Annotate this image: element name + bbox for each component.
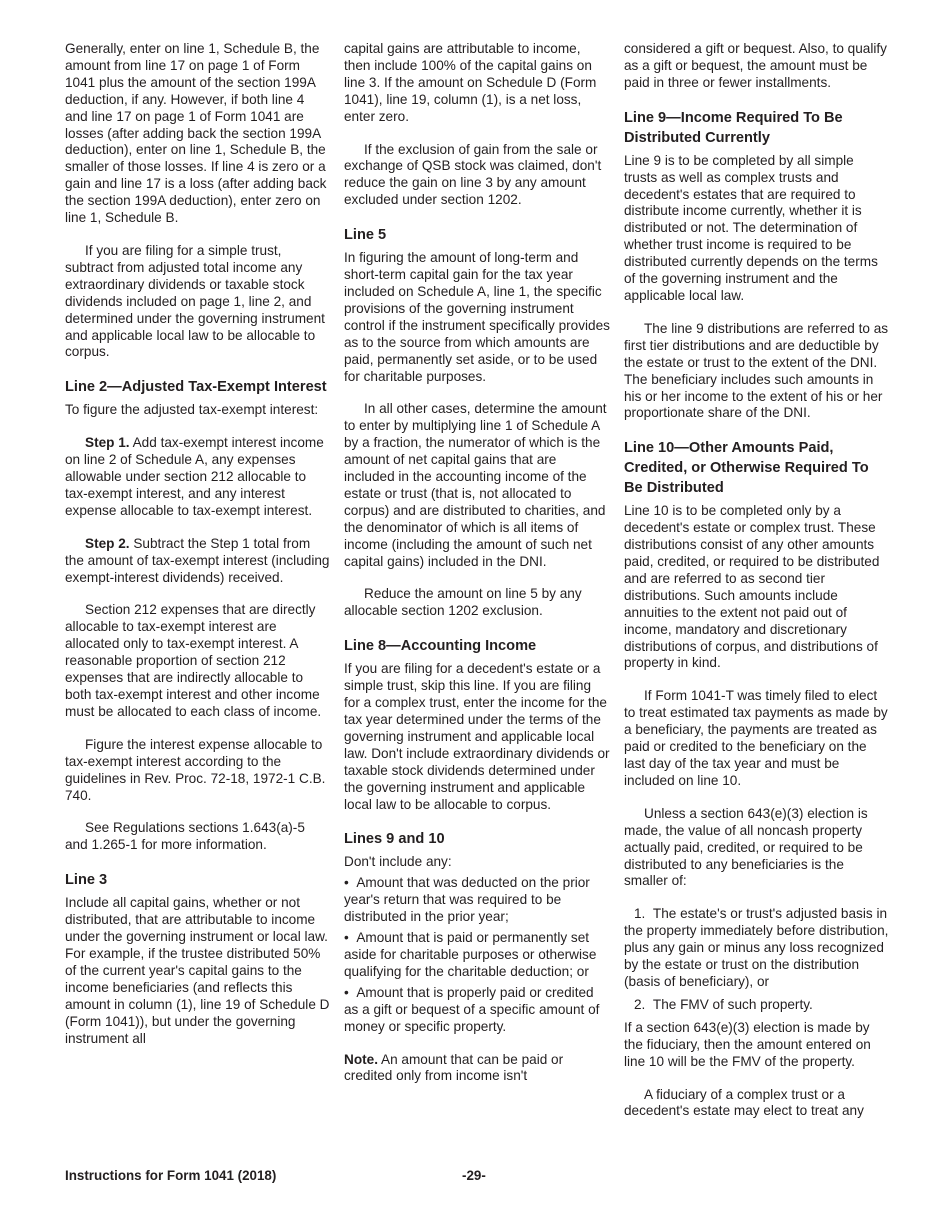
numbered-item: 1. The estate's or trust's adjusted basis in the property immediately before distribution, plus any gain or minus any loss recognized by the estate or trust on the distribution (basis of beneficiary), or [624, 906, 889, 989]
step-2-paragraph [65, 536, 330, 587]
numbered-item: 2. The FMV of such property. [634, 996, 813, 1012]
paragraph: Reduce the amount on line 5 by any allocable section 1202 exclusion. [344, 586, 582, 619]
paragraph: Include all capital gains, whether or not distributed, that are attributable to income under the governing instrument or local law. For example, if the trustee distributed 50% of the current year's capital gains to the income beneficiaries (and reflects this amount in column (1), line 19 of Schedule D (Form 1041)), but under the governing instrument all [65, 895, 330, 1046]
paragraph: To figure the adjusted tax-exempt interest: [65, 402, 319, 418]
heading-line-8: Line 8—Accounting Income [344, 638, 537, 655]
paragraph: Section 212 expenses that are directly allocable to tax-exempt interest are allocated only to tax-exempt interest. A reasonable proportion of section 212 expenses that are indirectly allocable to both tax-exempt interest and other income must be allocated to each class of income. [65, 602, 322, 719]
bullet-item: • Amount that is properly paid or credited as a gift or bequest of a specific amount of money or specific property. [344, 985, 610, 1036]
heading-line-5: Line 5 [344, 227, 387, 244]
note-label: Note. [344, 1051, 378, 1067]
paragraph: The line 9 distributions are referred to as first tier distributions and are deductible by the estate or trust to the extent of the DNI. The beneficiary includes such amounts in his or her income to the extent of his or her proportionate share of the DNI. [624, 320, 889, 421]
paragraph: See Regulations sections 1.643(a)-5 and 1.265-1 for more information. [65, 820, 305, 853]
step-1-paragraph [65, 435, 330, 520]
paragraph: A fiduciary of a complex trust or a decedent's estate may elect to treat any [624, 1086, 864, 1119]
step-1-text: Add tax-exempt interest income on line 2 of Schedule A, any expenses allowable under section 212 allocable to tax-exempt interest, and any interest expense allocable to tax-exempt interest. [65, 435, 324, 518]
heading-lines-9-10: Lines 9 and 10 [344, 831, 445, 848]
heading-line-9: Line 9—Income Required To Be Distributed Currently [624, 109, 843, 146]
paragraph: If a section 643(e)(3) election is made by the fiduciary, then the amount entered on line 10 will be the FMV of the property. [624, 1019, 871, 1069]
heading-line-3: Line 3 [65, 872, 108, 889]
paragraph: Figure the interest expense allocable to tax-exempt interest according to the guidelines in Rev. Proc. 72-18, 1972-1 C.B. 740. [65, 736, 326, 803]
paragraph: Line 10 is to be completed only by a decedent's estate or complex trust. These distributions consist of any other amounts paid, credited, or required to be distributed and are referred to as second tier distributions. Such amounts include annuities to the extent not paid out of income, mandatory and discretionary distributions of corpus, and distributions of property in kind. [624, 503, 880, 671]
bullet-item: • Amount that was deducted on the prior year's return that was required to be distributed in the prior year; [344, 875, 610, 926]
bullet-item: • Amount that is paid or permanently set aside for charitable purposes or otherwise qualifying for the charitable deduction; or [344, 930, 610, 981]
column-2 [344, 41, 610, 1101]
paragraph: Unless a section 643(e)(3) election is made, the value of all noncash property actually paid, credited, or required to be distributed to any beneficiaries is the smaller of: [624, 805, 868, 889]
heading-line-2: Line 2—Adjusted Tax-Exempt Interest [65, 379, 327, 396]
paragraph: If you are filing for a decedent's estate or a simple trust, skip this line. If you are filing for a complex trust, enter the income for the tax year determined under the terms of the governing instrument and applicable local law. Don't include extraordinary dividends or taxable stock dividends determined under the governing instrument and applicable local law to be allocable to corpus. [344, 661, 610, 812]
heading-line-10: Line 10—Other Amounts Paid, Credited, or Otherwise Required To Be Distributed [624, 440, 869, 497]
step-2-label: Step 2. [85, 535, 130, 551]
page-number: -29- [462, 1168, 486, 1183]
paragraph: Don't include any: [344, 854, 452, 870]
paragraph: Line 9 is to be completed by all simple trusts as well as complex trusts and decedent's estates that are required to distribute income currently, whether it is distributed or not. The determination of whether trust income is required to be distributed currently depends on the terms of the governing instrument and the applicable local law. [624, 152, 878, 303]
paragraph: If Form 1041-T was timely filed to elect to treat estimated tax payments as made by a beneficiary, the payments are treated as paid or credited to the beneficiary on the last day of the tax year and must be included on line 10. [624, 688, 888, 788]
paragraph: considered a gift or bequest. Also, to qualify as a gift or bequest, the amount must be paid in three or fewer installments. [624, 41, 887, 90]
paragraph: If you are filing for a simple trust, subtract from adjusted total income any extraordinary dividends or taxable stock dividends included on page 1, line 2, and determined under the governing instrument and applicable local law to be allocable to corpus. [65, 242, 325, 360]
paragraph: In figuring the amount of long-term and short-term capital gain for the tax year included on Schedule A, line 1, the specific provisions of the governing instrument control if the instrument specifically provides as to the source from which amounts are paid, permanently set aside, or to be used for charitable purposes. [344, 250, 610, 384]
paragraph: Generally, enter on line 1, Schedule B, the amount from line 17 on page 1 of Form 1041 plus the amount of the section 199A deduction, if any. However, if both line 4 and line 17 on page 1 of Form 1041 are losses (after adding back the section 199A deduction), enter on line 1, Schedule B, the smaller of those losses. If line 4 is zero or a gain and line 17 is a loss (after adding back the section 199A deduction), enter zero on line 1, Schedule B. [65, 41, 327, 226]
step-1-label: Step 1. [85, 435, 130, 451]
footer-form-title: Instructions for Form 1041 (2018) [65, 1168, 277, 1183]
column-3 [624, 41, 890, 1136]
note-paragraph [344, 1052, 610, 1086]
paragraph: In all other cases, determine the amount to enter by multiplying line 1 of Schedule A by a fraction, the numerator of which is the amount of net capital gains that are included in the accounting income of the estate or trust (that is, not allocated to corpus) and are distributed to charities, and the denominator of which is all items of income (including the amount of such net capital gains) included in the DNI. [344, 401, 607, 569]
step-2-text: Subtract the Step 1 total from the amount of tax-exempt interest (including exempt-interest dividends) received. [65, 535, 330, 585]
paragraph: capital gains are attributable to income, then include 100% of the capital gains on line 3. If the amount on Schedule D (Form 1041), line 19, column (1), is a net loss, enter zero. [344, 41, 597, 124]
note-text: An amount that can be paid or credited only from income isn't [344, 1051, 564, 1084]
column-1 [65, 41, 330, 1063]
paragraph: If the exclusion of gain from the sale or exchange of QSB stock was claimed, don't reduce the gain on line 3 by any amount excluded under section 1202. [344, 141, 602, 208]
